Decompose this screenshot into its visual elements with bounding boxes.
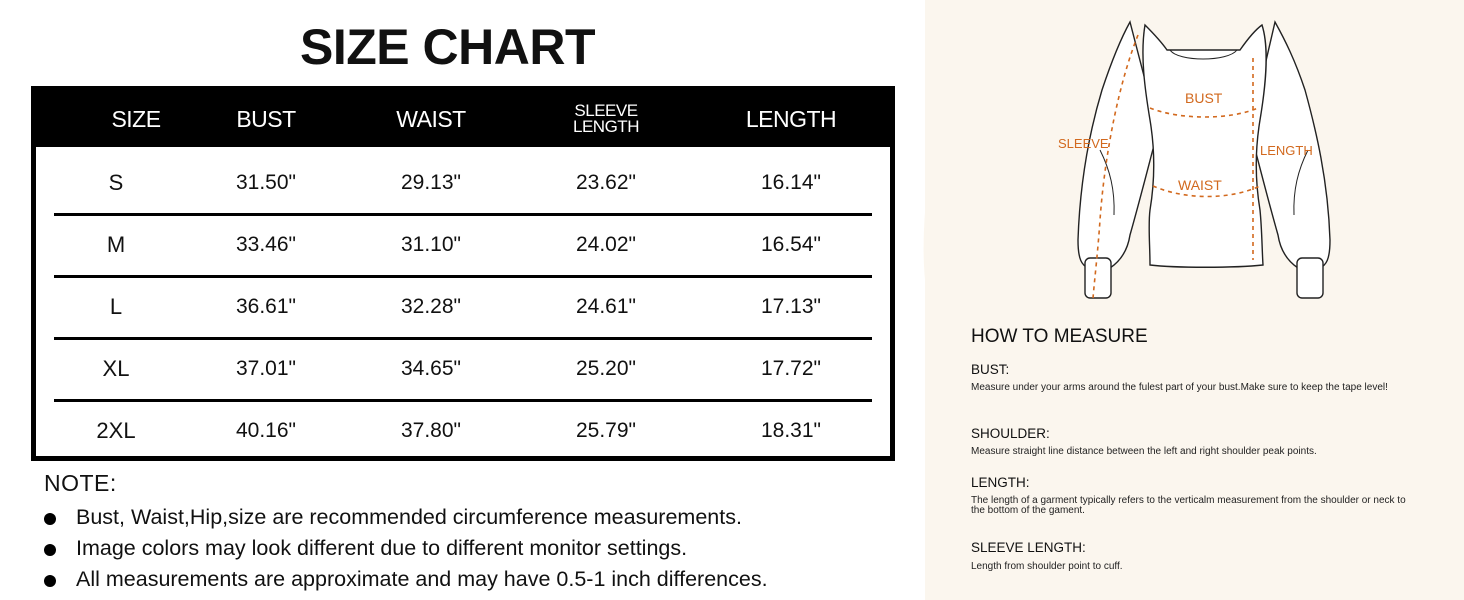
header-length: LENGTH xyxy=(745,105,837,132)
bust-cell: 40.16" xyxy=(235,419,296,442)
bust-cell: 31.50" xyxy=(235,171,296,194)
waist-cell: 34.65" xyxy=(400,357,461,380)
table-row xyxy=(36,152,890,214)
bust-cell: 37.01" xyxy=(235,357,296,380)
notes-list xyxy=(44,502,768,595)
header-sleeve-length: SLEEVE LENGTH xyxy=(573,101,639,136)
header-size: SIZE xyxy=(111,105,161,132)
length-heading: LENGTH: xyxy=(971,475,1030,490)
sleeve-length-cell: 23.62" xyxy=(575,171,636,194)
garment-illustration xyxy=(1050,10,1350,310)
sleeve-length-cell: 25.20" xyxy=(575,357,636,380)
size-cell: S xyxy=(108,170,124,195)
waist-cell: 37.80" xyxy=(400,419,461,442)
shoulder-text: Measure straight line distance between the left and right shoulder peak points. xyxy=(971,446,1317,457)
bust-label: BUST xyxy=(1185,90,1223,106)
table-row xyxy=(36,400,890,462)
list-item xyxy=(44,564,768,595)
length-cell: 16.14" xyxy=(760,171,821,194)
header-waist: WAIST xyxy=(396,105,466,132)
sleeve-length-cell: 25.79" xyxy=(575,419,636,442)
bust-text: Measure under your arms around the fulest part of your bust.Make sure to keep the tape level! xyxy=(971,382,1388,393)
length-cell: 17.13" xyxy=(760,295,821,318)
table-row xyxy=(36,338,890,400)
list-item xyxy=(44,502,768,533)
note-text: Bust, Waist,Hip,size are recommended circumference measurements. xyxy=(76,505,742,529)
sleeve-label: SLEEVE xyxy=(1058,136,1109,151)
length-text: The length of a garment typically refers to the verticalm measurement from the shoulder or neck to the bottom of the gament. xyxy=(971,495,1406,516)
waist-cell: 29.13" xyxy=(400,171,461,194)
waist-label: WAIST xyxy=(1178,177,1222,193)
size-cell: XL xyxy=(102,356,130,381)
page-title: SIZE CHART xyxy=(300,19,595,75)
header-bust: BUST xyxy=(236,105,296,132)
sleeve-length-heading: SLEEVE LENGTH: xyxy=(971,540,1086,555)
how-to-title: HOW TO MEASURE xyxy=(971,326,1148,347)
sleeve-length-cell: 24.61" xyxy=(575,295,636,318)
bust-cell: 36.61" xyxy=(235,295,296,318)
size-cell: 2XL xyxy=(96,418,136,443)
list-item xyxy=(44,533,768,564)
bullet-icon xyxy=(44,544,56,556)
waist-cell: 32.28" xyxy=(400,295,461,318)
table-row xyxy=(36,276,890,338)
waist-cell: 31.10" xyxy=(400,233,461,256)
length-cell: 18.31" xyxy=(760,419,821,442)
note-text: All measurements are approximate and may have 0.5-1 inch differences. xyxy=(76,567,768,591)
bust-heading: BUST: xyxy=(971,362,1010,377)
table-header xyxy=(36,91,890,147)
bullet-icon xyxy=(44,513,56,525)
bust-cell: 33.46" xyxy=(235,233,296,256)
size-cell: L xyxy=(109,294,123,319)
panel-curve xyxy=(900,0,980,600)
note-title: NOTE: xyxy=(44,470,117,496)
size-table xyxy=(31,86,895,461)
bullet-icon xyxy=(44,575,56,587)
table-row xyxy=(36,214,890,276)
note-text: Image colors may look different due to different monitor settings. xyxy=(76,536,688,560)
shoulder-heading: SHOULDER: xyxy=(971,426,1050,441)
length-cell: 16.54" xyxy=(760,233,821,256)
length-label: LENGTH xyxy=(1260,143,1313,158)
sleeve-length-cell: 24.02" xyxy=(575,233,636,256)
size-cell: M xyxy=(106,232,126,257)
sleeve-length-text: Length from shoulder point to cuff. xyxy=(971,561,1123,572)
length-cell: 17.72" xyxy=(760,357,821,380)
